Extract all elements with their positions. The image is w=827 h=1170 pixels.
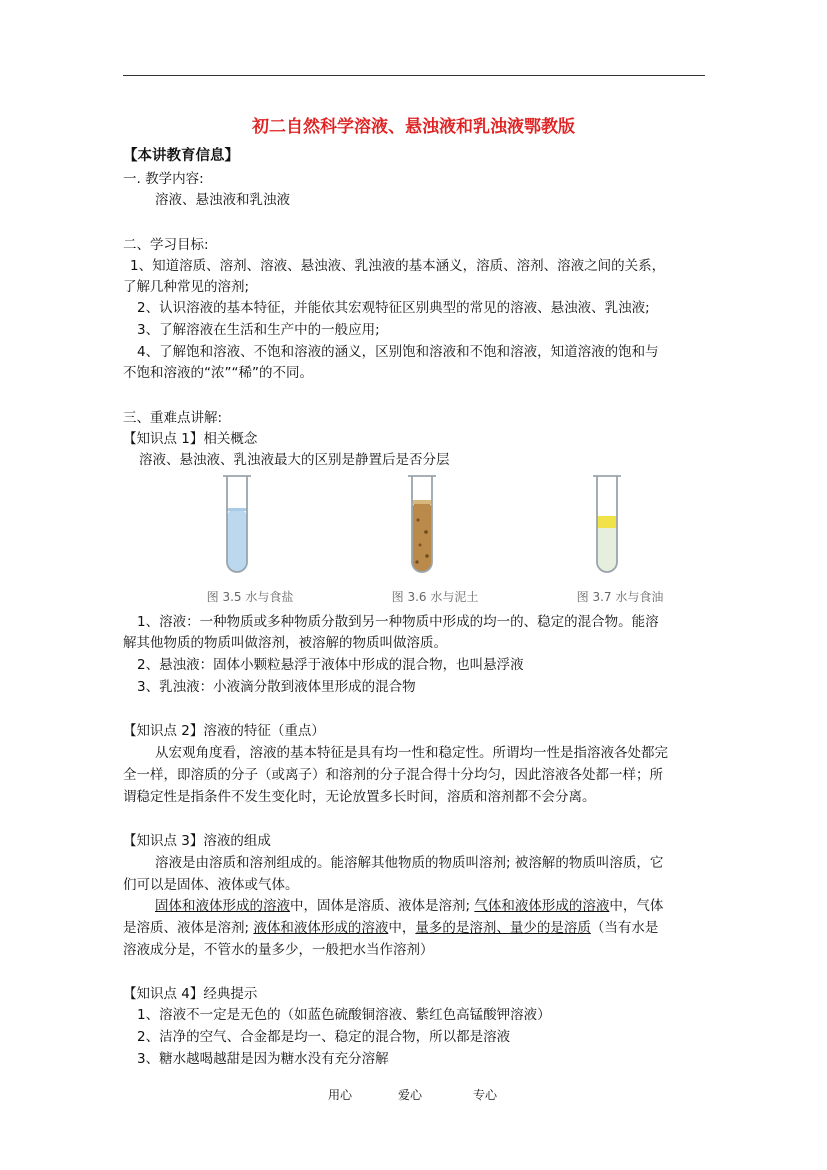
test-tube-mud-water-image <box>360 470 510 585</box>
test-tube-figures <box>175 470 664 605</box>
definition-3: 3、乳浊液：小液滴分散到液体里形成的混合物 <box>137 679 416 695</box>
document-title: 初二自然科学溶液、悬浊液和乳浊液鄂教版 <box>252 117 575 137</box>
knowledge-3-line3 <box>155 896 663 916</box>
knowledge-4-heading: 【知识点 4】经典提示 <box>123 986 258 1002</box>
text-segment: 中，固体是溶质、液体是溶剂; <box>290 898 475 914</box>
footer-aixin: 爱心 <box>398 1088 423 1102</box>
goal-3: 3、了解溶液在生活和生产中的一般应用; <box>137 322 380 338</box>
knowledge-3-line5: 溶液成分是，不管水的量多少，一般把水当作溶剂） <box>123 942 434 958</box>
info-heading: 【本讲教育信息】 <box>123 148 239 164</box>
test-tube-salt-water-image <box>175 470 325 585</box>
section-3-heading: 三、重难点讲解: <box>123 410 223 426</box>
goal-4a: 4、了解饱和溶液、不饱和溶液的涵义，区别饱和溶液和不饱和溶液，知道溶液的饱和与 <box>137 344 659 360</box>
definition-1b: 解其他物质的物质叫做溶剂，被溶解的物质叫做溶质。 <box>123 635 447 651</box>
definition-1a: 1、溶液：一种物质或多种物质分散到另一种物质中形成的均一的、稳定的混合物。能溶 <box>137 614 659 630</box>
tip-1: 1、溶液不一定是无色的（如蓝色硫酸铜溶液、紫红色高锰酸钾溶液） <box>137 1007 551 1023</box>
goal-1a: 1、知道溶质、溶剂、溶液、悬浊液、乳浊液的基本涵义，溶质、溶剂、溶液之间的关系， <box>130 258 666 274</box>
section-1-heading: 一. 教学内容: <box>123 171 204 187</box>
knowledge-2-heading: 【知识点 2】溶液的特征（重点） <box>123 723 325 739</box>
knowledge-3-line4 <box>123 918 658 938</box>
knowledge-1-intro: 溶液、悬浊液、乳浊液最大的区别是静置后是否分层 <box>139 452 450 468</box>
definition-2: 2、悬浊液：固体小颗粒悬浮于液体中形成的混合物，也叫悬浮液 <box>137 657 524 673</box>
underline-liquid-liquid: 液体和液体形成的溶液 <box>253 920 389 936</box>
footer-yongxin: 用心 <box>328 1088 353 1102</box>
footer-zhuanxin: 专心 <box>473 1088 498 1102</box>
section-2-heading: 二、学习目标: <box>123 237 209 253</box>
tip-2: 2、洁净的空气、合金都是均一、稳定的混合物，所以都是溶液 <box>137 1029 511 1045</box>
text-segment: 是溶质、液体是溶剂; <box>123 920 254 936</box>
tube-figure-oil-water <box>545 470 695 605</box>
tip-3: 3、糖水越喝越甜是因为糖水没有充分溶解 <box>137 1051 389 1067</box>
tube-figure-salt-water <box>175 470 325 605</box>
goal-2: 2、认识溶液的基本特征，并能依其宏观特征区别典型的常见的溶液、悬浊液、乳浊液; <box>137 300 650 316</box>
knowledge-3-p1: 溶液是由溶质和溶剂组成的。能溶解其他物质的物质叫溶剂; 被溶解的物质叫溶质，它 <box>155 855 664 871</box>
text-segment: （当有水是 <box>590 920 659 936</box>
knowledge-3-p2: 们可以是固体、液体或气体。 <box>123 877 299 893</box>
caption-fig-3-5: 图 3.5 水与食盐 <box>206 590 294 604</box>
text-segment: 中， <box>388 920 416 936</box>
knowledge-2-p2: 全一样，即溶质的分子（或离子）和溶剂的分子混合得十分均匀，因此溶液各处都一样；所 <box>123 767 663 783</box>
caption-fig-3-7: 图 3.7 水与食油 <box>576 590 664 604</box>
header-rule <box>123 75 705 76</box>
underline-more-less: 量多的是溶剂、量少的是溶质 <box>415 920 591 936</box>
underline-gas-liquid: 气体和液体形成的溶液 <box>474 898 610 914</box>
goal-1b: 了解几种常见的溶剂; <box>123 279 250 295</box>
text-segment: 中，气体 <box>609 898 664 914</box>
knowledge-1-heading: 【知识点 1】相关概念 <box>123 431 258 447</box>
section-1-content: 溶液、悬浊液和乳浊液 <box>155 192 290 208</box>
test-tube-oil-water-image <box>545 470 695 585</box>
caption-fig-3-6: 图 3.6 水与泥土 <box>391 590 479 604</box>
knowledge-2-p1: 从宏观角度看，溶液的基本特征是具有均一性和稳定性。所谓均一性是指溶液各处都完 <box>155 745 668 761</box>
knowledge-3-heading: 【知识点 3】溶液的组成 <box>123 833 271 849</box>
tube-figure-mud-water <box>360 470 510 605</box>
goal-4b: 不饱和溶液的“浓”“稀”的不同。 <box>123 365 313 381</box>
underline-solid-liquid: 固体和液体形成的溶液 <box>155 898 290 914</box>
knowledge-2-p3: 谓稳定性是指条件不发生变化时，无论放置多长时间，溶质和溶剂都不会分离。 <box>123 789 596 805</box>
